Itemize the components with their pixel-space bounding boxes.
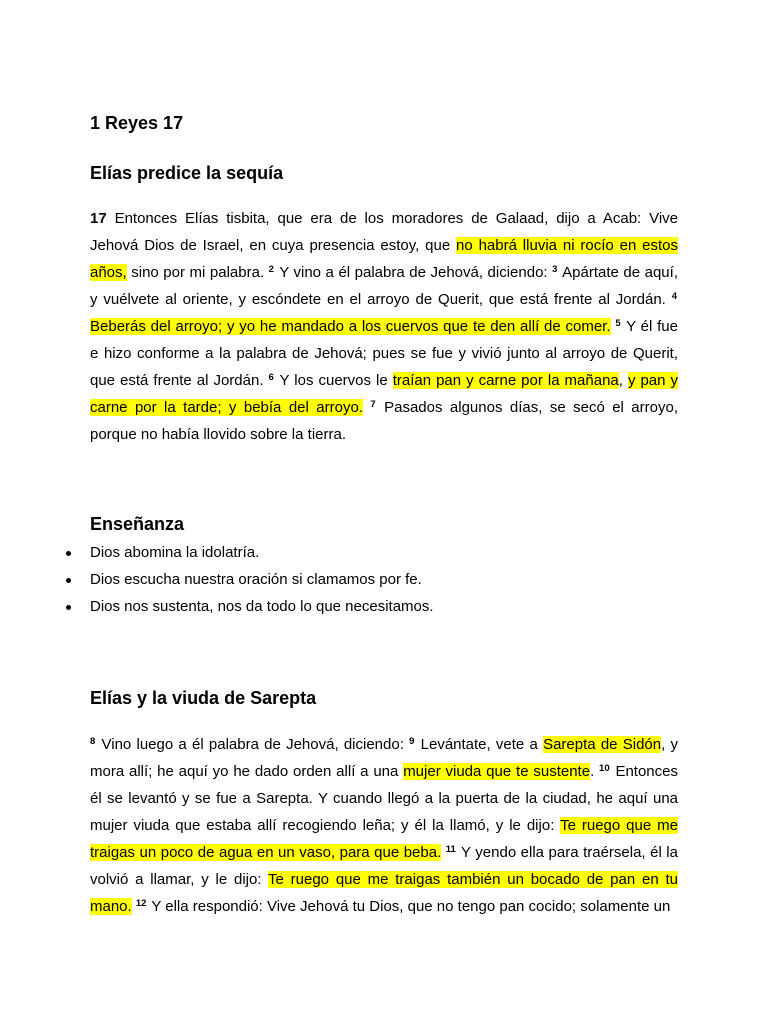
verse-number: 9: [409, 736, 415, 747]
section-heading-widow: Elías y la viuda de Sarepta: [90, 688, 317, 708]
paragraph-text: Pasados algunos días, se secó el arroyo, porque no había llovido sobre la tierra.: [90, 399, 678, 443]
list-item: [0, 539, 768, 566]
section-heading-teaching: Enseñanza: [90, 514, 185, 534]
list-item-text: Dios nos sustenta, nos da todo lo que necesitamos.: [90, 598, 434, 615]
highlighted-text: mujer viuda que te sustente: [403, 763, 591, 780]
verse-number: 11: [445, 844, 456, 855]
paragraph-text: .: [590, 763, 600, 780]
paragraph-text: Y los cuervos le: [274, 372, 393, 389]
highlighted-text: no habrá lluvia ni rocío en estos años,: [90, 237, 679, 281]
list-item: [0, 566, 768, 593]
highlighted-text: Te ruego que me traigas también un bocado de pan en tu mano.: [90, 871, 678, 915]
bullet-icon: [66, 605, 71, 610]
paragraph-text: Entonces él se levantó y se fue a Sarepta. Y cuando llegó a la puerta de la ciudad, he aquí una mujer viuda que estaba allí recogiendo leña; y él la llamó, y le dijo:: [90, 763, 678, 834]
verse-number: 17: [90, 210, 107, 227]
teaching-list: [0, 539, 768, 620]
verse-number: 7: [370, 399, 376, 410]
bullet-icon: [66, 551, 71, 556]
highlighted-text: y pan y carne por la tarde; y bebía del arroyo.: [90, 372, 679, 416]
paragraph-text: Levántate, vete a: [415, 736, 544, 753]
paragraph-text: Y vino a él palabra de Jehová, diciendo:: [274, 264, 553, 281]
verse-number: 10: [599, 763, 610, 774]
list-item: [0, 593, 768, 620]
paragraph-text: sino por mi palabra.: [126, 264, 269, 281]
paragraph-text: Apártate de aquí, y vuélvete al oriente, y escóndete en el arroyo de Querit, que está frente al Jordán.: [90, 264, 678, 308]
highlighted-text: Sarepta de Sidón: [543, 736, 662, 753]
paragraph-widow: [90, 731, 678, 920]
list-item-text: Dios escucha nuestra oración si clamamos por fe.: [90, 571, 422, 588]
section-heading-drought: Elías predice la sequía: [90, 163, 284, 183]
paragraph-text: Y yendo ella para traérsela, él la volvió a llamar, y le dijo:: [90, 844, 678, 888]
paragraph-text: Vino luego a él palabra de Jehová, diciendo:: [96, 736, 410, 753]
paragraph-text: Entonces Elías tisbita, que era de los moradores de Galaad, dijo a Acab: Vive Jehová Dios de Israel, en cuya presencia estoy, que: [90, 210, 678, 254]
highlighted-text: Beberás del arroyo; y yo he mandado a los cuervos que te den allí de comer.: [90, 318, 611, 335]
list-item-text: Dios abomina la idolatría.: [90, 544, 260, 561]
bullet-icon: [66, 578, 71, 583]
verse-number: 6: [268, 372, 274, 383]
paragraph-text: Y él fue e hizo conforme a la palabra de Jehová; pues se fue y vivió junto al arroyo de Querit, que está frente al Jordán.: [90, 318, 678, 389]
document-title: 1 Reyes 17: [90, 113, 184, 133]
highlighted-text: Te ruego que me traigas un poco de agua en un vaso, para que beba.: [90, 817, 679, 861]
highlighted-text: traían pan y carne por la mañana: [392, 372, 619, 389]
verse-number: 4: [671, 291, 677, 302]
paragraph-drought: [90, 205, 678, 448]
paragraph-text: Y ella respondió: Vive Jehová tu Dios, que no tengo pan cocido; solamente un: [147, 898, 671, 915]
paragraph-text: ,: [618, 372, 628, 389]
verse-number: 8: [90, 736, 96, 747]
verse-number: 12: [135, 898, 147, 909]
verse-number: 2: [268, 264, 274, 275]
paragraph-text: , y mora allí; he aquí yo he dado orden allí a una: [90, 736, 679, 780]
verse-number: 3: [552, 264, 558, 275]
verse-number: 5: [615, 318, 621, 329]
